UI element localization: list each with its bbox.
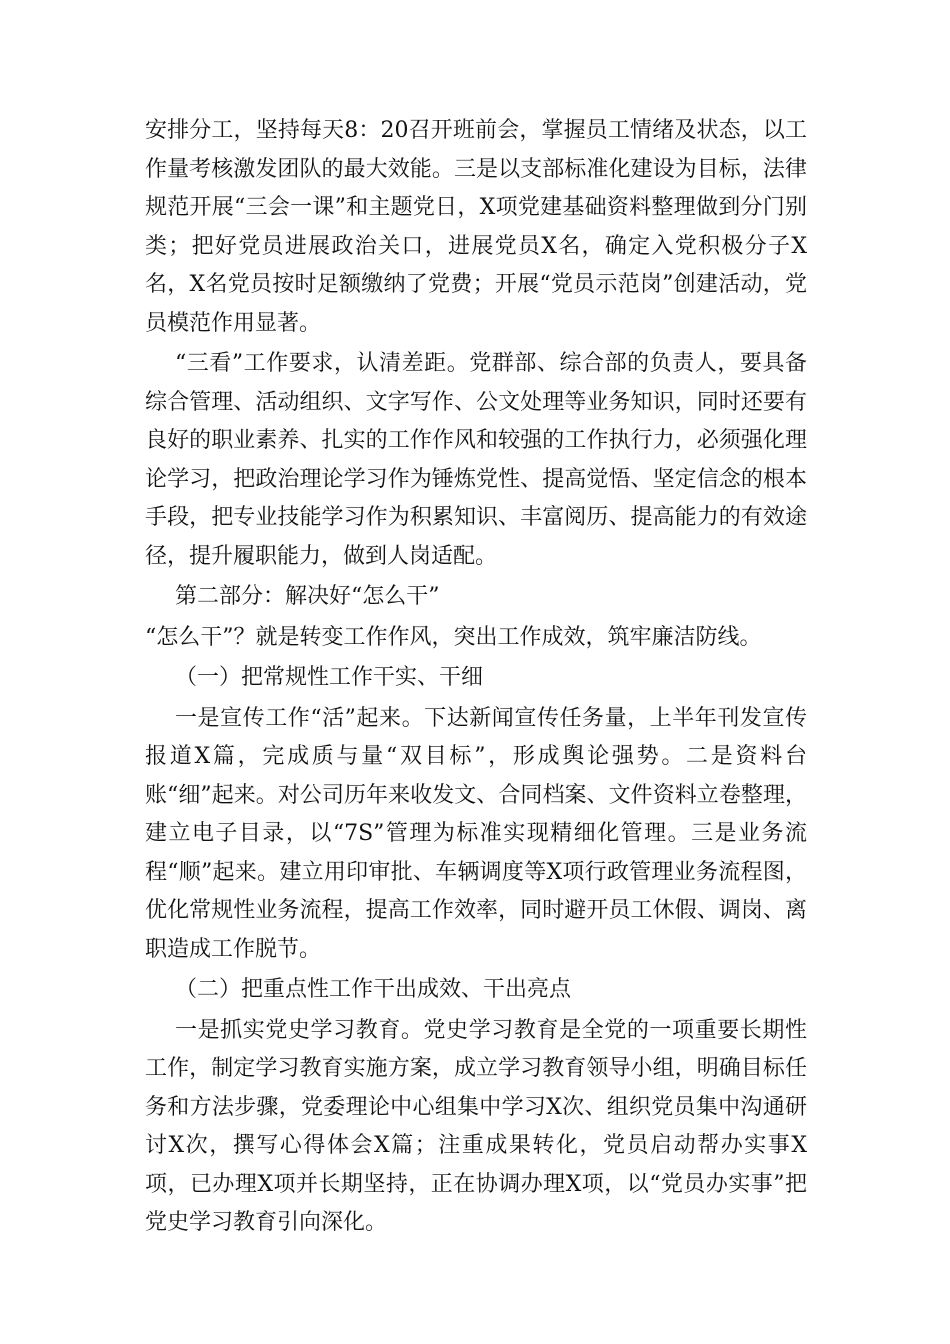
subheading-1: （一）把常规性工作干实、干细 [175, 665, 484, 690]
paragraph-2: “三看”工作要求，认清差距。党群部、综合部的负责人，要具备综合管理、活动组织、文字写作、公文处理等业务知识，同时还要有良好的职业素养、扎实的工作作风和较强的工作执行力，必须强化理论学习，把政治理论学习作为锤炼党性、提高觉悟、坚定信念的根本手段，把专业技能学习作为积累知识、丰富阅历、提高能力的有效途径，提升履职能力，做到人岗适配。 [145, 351, 807, 569]
paragraph-3: “怎么干”？就是转变工作作风，突出工作成效，筑牢廉洁防线。 [145, 624, 762, 650]
paragraph-1: 安排分工，坚持每天8：20召开班前会，掌握员工情绪及状态，以工作量考核激发团队的最大效能。三是以支部标准化建设为目标，法律规范开展“三会一课”和主题党日，X项党建基础资料整理做到分门别类；把好党员进展政治关口，进展党员X名，确定入党积极分子X名，X名党员按时足额缴纳了党费；开展“党员示范岗”创建活动，党员模范作用显著。 [145, 118, 807, 336]
paragraph-5: 一是抓实党史学习教育。党史学习教育是全党的一项重要长期性工作，制定学习教育实施方案，成立学习教育领导小组，明确目标任务和方法步骤，党委理论中心组集中学习X次、组织党员集中沟通研讨X次，撰写心得体会X篇；注重成果转化，党员启动帮办实事X项，已办理X项并长期坚持，正在协调办理X项，以“党员办实事”把党史学习教育引向深化。 [145, 1017, 807, 1235]
subheading-2: （二）把重点性工作干出成效、干出亮点 [175, 977, 572, 1002]
section-heading-part-two: 第二部分：解决好“怎么干” [175, 584, 440, 609]
document-body [145, 112, 807, 1243]
paragraph-4: 一是宣传工作“活”起来。下达新闻宣传任务量，上半年刊发宣传报道X篇，完成质与量“双目标”，形成舆论强势。二是资料台账“细”起来。对公司历年来收发文、合同档案、文件资料立卷整理，建立电子目录，以“7S”管理为标准实现精细化管理。三是业务流程“顺”起来。建立用印审批、车辆调度等X项行政管理业务流程图，优化常规性业务流程，提高工作效率，同时避开员工休假、调岗、离职造成工作脱节。 [145, 705, 807, 962]
